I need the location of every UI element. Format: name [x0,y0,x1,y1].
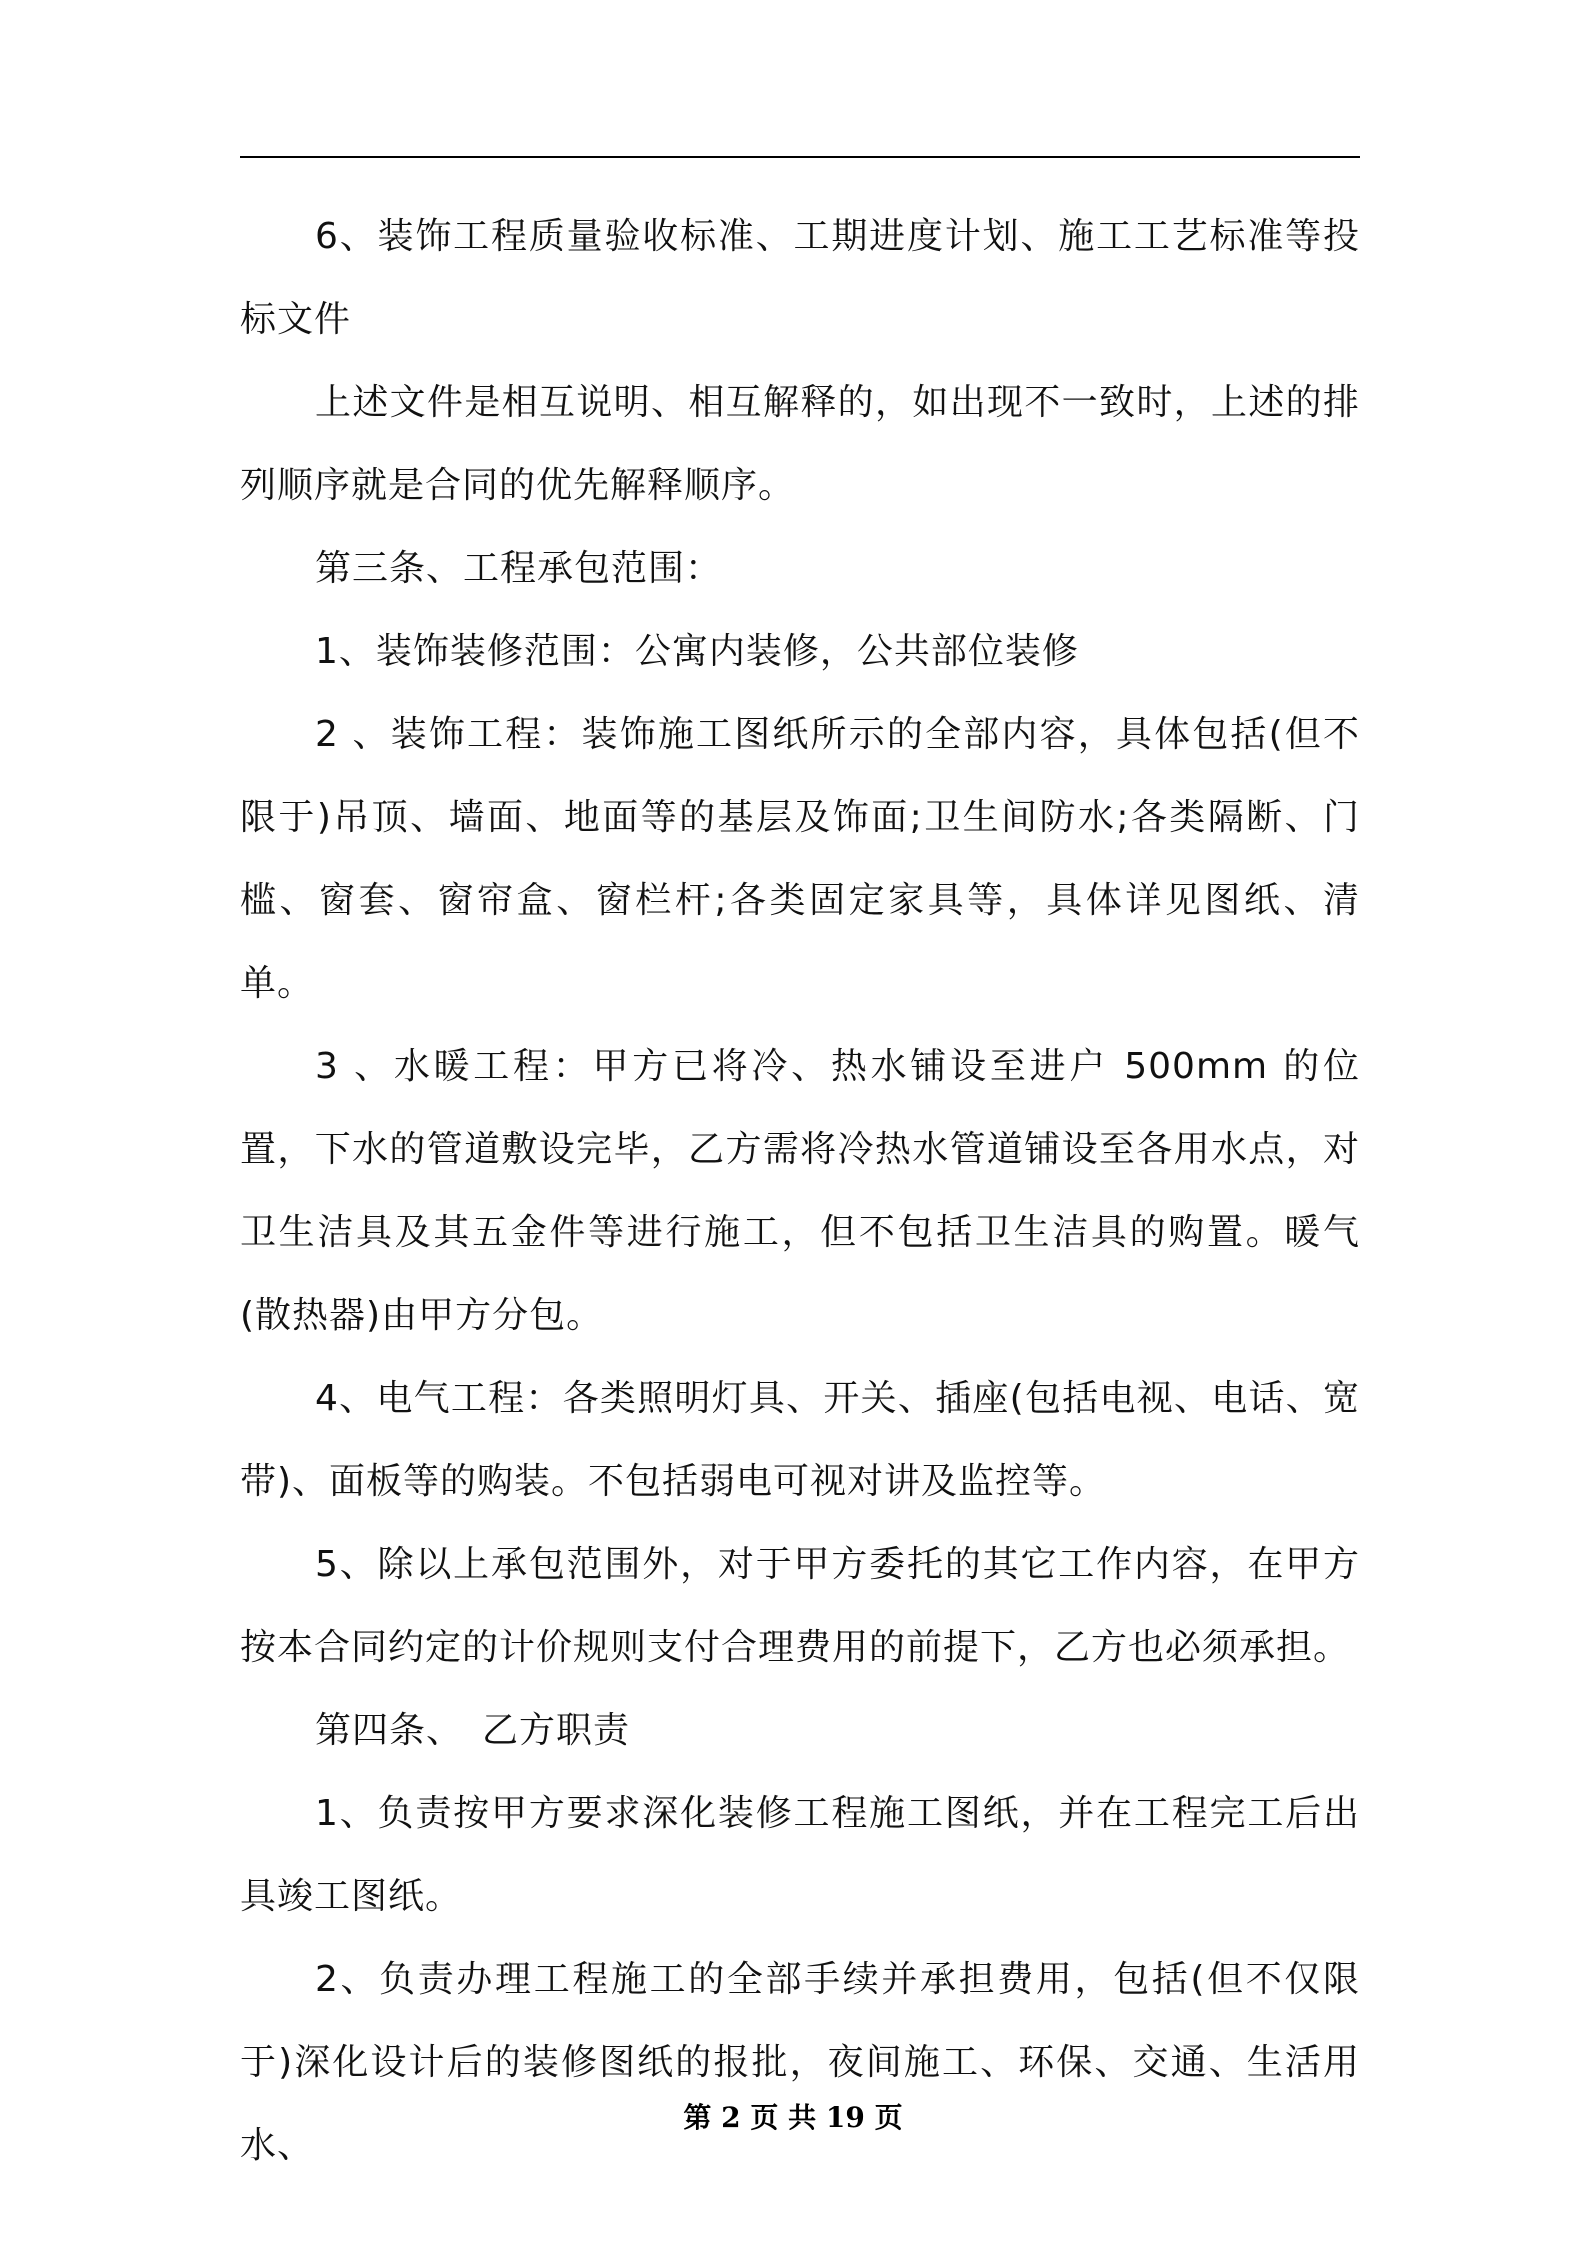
document-body [240,195,1360,2187]
section-heading: 第四条、 乙方职责 [315,1710,631,1751]
paragraph: 2、负责办理工程施工的全部手续并承担费用，包括(但不仅限于)深化设计后的装修图纸的报批，夜间施工、环保、交通、生活用水、 [240,1959,1360,2166]
paragraph: 6、装饰工程质量验收标准、工期进度计划、施工工艺标准等投标文件 [240,216,1360,340]
paragraph: 1、负责按甲方要求深化装修工程施工图纸，并在工程完工后出具竣工图纸。 [240,1793,1360,1917]
paragraph: 4、电气工程：各类照明灯具、开关、插座(包括电视、电话、宽带)、面板等的购装。不包括弱电可视对讲及监控等。 [240,1378,1360,1502]
page-number: 第 2 页 共 19 页 [683,2101,903,2134]
paragraph: 3 、水暖工程：甲方已将冷、热水铺设至进户 500mm 的位置，下水的管道敷设完毕，乙方需将冷热水管道铺设至各用水点，对卫生洁具及其五金件等进行施工，但不包括卫生洁具的购置。暖气(散热器)由甲方分包。 [240,1046,1360,1336]
paragraph: 1、装饰装修范围：公寓内装修，公共部位装修 [315,631,1079,672]
paragraph: 上述文件是相互说明、相互解释的，如出现不一致时，上述的排列顺序就是合同的优先解释顺序。 [240,382,1360,506]
paragraph: 5、除以上承包范围外，对于甲方委托的其它工作内容，在甲方按本合同约定的计价规则支付合理费用的前提下，乙方也必须承担。 [240,1544,1360,1668]
section-heading: 第三条、工程承包范围： [315,548,723,589]
paragraph: 2 、装饰工程：装饰施工图纸所示的全部内容，具体包括(但不限于)吊顶、墙面、地面等的基层及饰面;卫生间防水;各类隔断、门槛、窗套、窗帘盒、窗栏杆;各类固定家具等，具体详见图纸、清单。 [240,714,1360,1004]
header-rule [240,156,1360,158]
